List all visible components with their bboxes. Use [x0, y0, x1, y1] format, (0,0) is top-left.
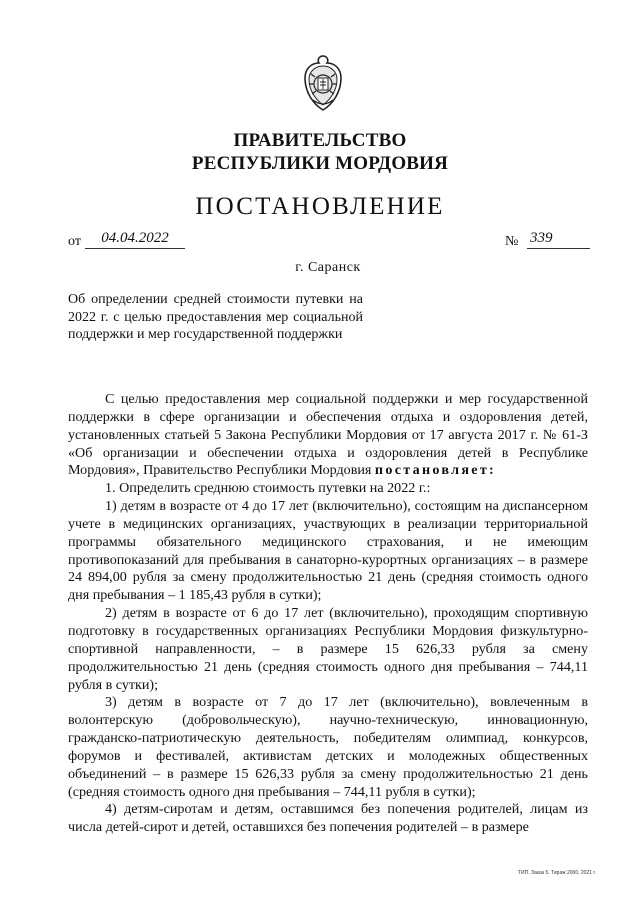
city: г. Саранск	[295, 260, 361, 275]
decree-word: постановляет:	[374, 462, 497, 479]
clause-1: 1. Определить среднюю стоимость путевки на 2022 г.:	[105, 480, 431, 497]
document-date: 04.04.2022	[85, 230, 185, 249]
clause-1-1: 1) детям в возрасте от 4 до 17 лет (включительно), состоящим на диспансерном учете в медицинских организациях, участвующих в реализации территориальной программы обязательного медицинского страхования, и не имеющим противопоказаний для пребывания в санаторно-курортных организациях – в размере 24 894,00 рубля за смену продолжительностью 21 день (средняя стоимость одного дня пребывания – 1 185,43 рубля в сутки);	[68, 498, 588, 604]
government-name-line2: РЕСПУБЛИКИ МОРДОВИЯ	[191, 153, 449, 174]
document-number: 339	[527, 230, 590, 249]
preamble-paragraph	[68, 391, 588, 480]
clause-1-3: 3) детям в возрасте от 7 до 17 лет (включительно), вовлеченным в волонтерскую (добровольческую), научно-техническую, инновационную, гражданско-патриотическую деятельность, победителям олимпиад, конкурсов, форумов и фестивалей, активистам детских и молодежных общественных объединений – в размере 15 626,33 рубля за смену продолжительностью 21 день (средняя стоимость одного дня пребывания – 744,11 рубля в сутки);	[68, 694, 588, 800]
government-name-line1: ПРАВИТЕЛЬСТВО	[233, 130, 407, 151]
clause-1-2: 2) детям в возрасте от 6 до 17 лет (включительно), проходящим спортивную подготовку в государственных организациях Республики Мордовия физкультурно-спортивной направленности, – в размере 15 626,33 рубля за смену продолжительностью 21 день (средняя стоимость одного дня пребывания – 744,11 рубля в сутки);	[68, 605, 588, 693]
document-type: ПОСТАНОВЛЕНИЕ	[195, 193, 445, 220]
number-label: №	[505, 234, 519, 249]
preamble-text: С целью предоставления мер социальной поддержки и мер государственной поддержки в сфере организации и обеспечения отдыха и оздоровления детей, установленных статьей 5 Закона Республики Мордовия от 17 августа 2017 г. № 61-З «Об организации и обеспечении отдыха и оздоровления детей в Республике Мордовия», Правительство Республики Мордовия	[68, 391, 588, 479]
print-footer: ТИП. Заказ 5. Тираж 2000. 2021 г.	[517, 870, 596, 876]
coat-of-arms-icon	[299, 54, 347, 112]
document-body	[68, 391, 588, 837]
date-label: от	[68, 234, 81, 249]
document-title: Об определении средней стоимости путевки на 2022 г. с целью предоставления мер социальной поддержки и мер государственной поддержки	[68, 292, 363, 343]
clause-1-4: 4) детям-сиротам и детям, оставшимся без попечения родителей, лицам из числа детей-сирот и детей, оставшихся без попечения родителей – в размере	[68, 801, 588, 836]
